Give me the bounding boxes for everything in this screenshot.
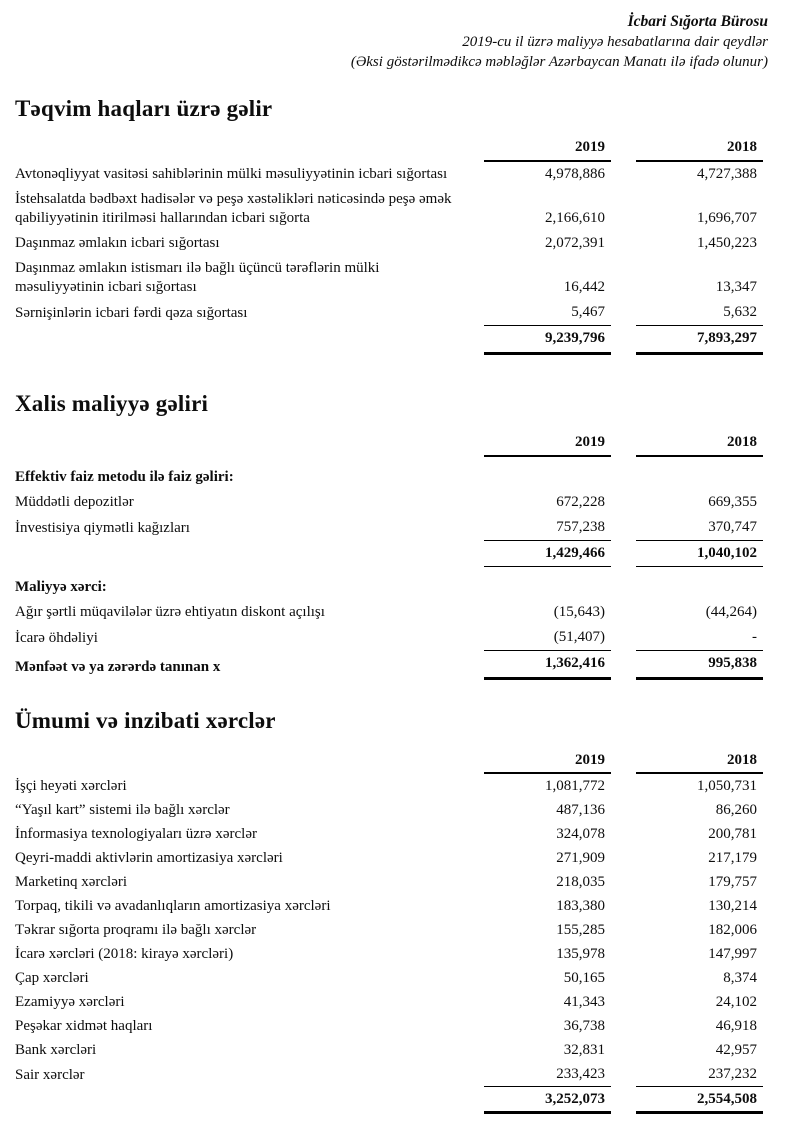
- column-header-2018: 2018: [636, 136, 763, 162]
- row-label: Torpaq, tikili və avadanlıqların amortizasiya xərcləri: [15, 897, 331, 914]
- table-row: [15, 918, 763, 942]
- row-value-2019: 3,252,073: [484, 1087, 611, 1114]
- row-label: İnformasiya texnologiyaları üzrə xərclər: [15, 825, 257, 842]
- row-label: [15, 561, 484, 567]
- row-label: Avtonəqliyyat vasitəsi sahiblərinin mülki məsuliyyətinin icbari sığortası: [15, 166, 448, 182]
- table-row: [15, 1087, 763, 1114]
- row-value-2019: 271,909: [556, 849, 605, 866]
- row-value-2018: 179,757: [708, 873, 757, 890]
- row-value-2019: 183,380: [556, 897, 605, 914]
- row-value-2019: 233,423: [484, 1062, 611, 1087]
- table-row: [15, 966, 763, 990]
- table-row: [15, 625, 763, 651]
- row-value-2018: 1,696,707: [697, 210, 757, 226]
- table-row: [15, 894, 763, 918]
- row-label: Sərnişinlərin icbari fərdi qəza sığortası: [15, 305, 248, 321]
- table-row: [15, 490, 763, 515]
- row-label: Çap xərcləri: [15, 969, 89, 986]
- section-title: Xalis maliyyə gəliri: [15, 391, 209, 416]
- row-value-2019: 36,738: [563, 1017, 605, 1034]
- row-label: İnvestisiya qiymətli kağızları: [15, 520, 190, 536]
- financial-section: [15, 96, 763, 355]
- company-name: İcbari Sığorta Bürosu: [627, 13, 768, 30]
- row-value-2018: 147,997: [708, 945, 757, 962]
- table-row: [15, 990, 763, 1014]
- table-row: [15, 651, 763, 680]
- table-row: [15, 942, 763, 966]
- data-table: [15, 748, 763, 1114]
- row-value-2019: 757,238: [484, 515, 611, 541]
- row-value-2019: 4,978,886: [545, 166, 605, 182]
- data-table: [15, 136, 763, 355]
- row-value-2018: 130,214: [708, 897, 757, 914]
- row-label: Effektiv faiz metodu ilə faiz gəliri:: [15, 469, 234, 485]
- report-subtitle: 2019-cu il üzrə maliyyə hesabatlarına dair qeydlər: [462, 34, 768, 50]
- row-label: İşçi heyəti xərcləri: [15, 777, 127, 794]
- row-value-2019: 135,978: [556, 945, 605, 962]
- header-label-spacer: [15, 451, 484, 457]
- row-label: “Yaşıl kart” sistemi ilə bağlı xərclər: [15, 801, 230, 818]
- currency-note: (Əksi göstərilmədikcə məbləğlər Azərbaycan Manatı ilə ifadə olunur): [350, 54, 768, 70]
- table-row: [15, 465, 763, 490]
- row-label: İcarə öhdəliyi: [15, 630, 98, 646]
- table-header-row: [15, 136, 763, 162]
- table-row: [15, 600, 763, 625]
- row-value-2019: 1,362,416: [484, 651, 611, 680]
- row-value-2018: 8,374: [723, 969, 757, 986]
- row-value-2018: 13,347: [715, 279, 757, 295]
- table-row: [15, 1038, 763, 1062]
- row-label: Təkrar sığorta proqramı ilə bağlı xərclər: [15, 921, 257, 938]
- row-value-2019: 41,343: [563, 993, 605, 1010]
- row-value-2018: (44,264): [705, 604, 757, 620]
- table-row: [15, 798, 763, 822]
- column-header-2018: 2018: [636, 431, 763, 457]
- row-value-2019: 2,072,391: [545, 235, 605, 251]
- section-title: Ümumi və inzibati xərclər: [15, 708, 276, 733]
- row-value-2019: (15,643): [553, 604, 605, 620]
- row-value-2019: 5,467: [484, 300, 611, 326]
- row-value-2018: 669,355: [708, 494, 757, 510]
- table-row: [15, 256, 763, 300]
- row-value-2019: 1,429,466: [484, 541, 611, 567]
- table-row: [15, 870, 763, 894]
- column-header-2019: 2019: [484, 748, 611, 774]
- row-value-2018: 86,260: [715, 801, 757, 818]
- column-header-2019: 2019: [484, 136, 611, 162]
- table-row: [15, 326, 763, 355]
- row-label: Müddətli depozitlər: [15, 494, 134, 510]
- row-value-2019: 16,442: [563, 279, 605, 295]
- row-label: Ezamiyyə xərcləri: [15, 993, 125, 1010]
- row-label: Marketinq xərcləri: [15, 873, 128, 890]
- document-header: [0, 12, 800, 72]
- table-row: [15, 575, 763, 600]
- row-label: İstehsalatda bədbəxt hadisələr və peşə xəstəlikləri nəticəsində peşə əmək qabiliyyətinin itirilməsi hallarından icbari sığorta: [15, 191, 452, 226]
- table-row: [15, 162, 763, 187]
- section-title: Təqvim haqları üzrə gəlir: [15, 96, 273, 121]
- row-value-2019: 218,035: [556, 873, 605, 890]
- row-label: [15, 349, 484, 355]
- row-value-2018: 1,040,102: [636, 541, 763, 567]
- row-value-2019: 1,081,772: [545, 777, 605, 794]
- row-value-2018: 182,006: [708, 921, 757, 938]
- row-label: Qeyri-maddi aktivlərin amortizasiya xərcləri: [15, 849, 283, 866]
- table-row: [15, 300, 763, 326]
- table-row: [15, 846, 763, 870]
- row-label: İcarə xərcləri (2018: kirayə xərcləri): [15, 945, 234, 962]
- data-table: [15, 431, 763, 680]
- row-label: Mənfəət və ya zərərdə tanınan x: [15, 659, 221, 675]
- row-value-2018: 995,838: [636, 651, 763, 680]
- row-value-2018: 46,918: [715, 1017, 757, 1034]
- row-label: [15, 1109, 484, 1114]
- row-value-2018: 5,632: [636, 300, 763, 326]
- financial-section: [15, 391, 763, 680]
- table-row: [15, 515, 763, 541]
- row-value-2019: 672,228: [556, 494, 605, 510]
- row-value-2018: 4,727,388: [697, 166, 757, 182]
- row-value-2019: 32,831: [563, 1041, 605, 1058]
- row-value-2018: 217,179: [708, 849, 757, 866]
- row-label: Ağır şərtli müqavilələr üzrə ehtiyatın diskont açılışı: [15, 604, 325, 620]
- row-value-2019: 2,166,610: [545, 210, 605, 226]
- row-label: Maliyyə xərci:: [15, 579, 107, 595]
- sections-container: [15, 96, 763, 1114]
- column-header-2018: 2018: [636, 748, 763, 774]
- row-value-2018: -: [636, 625, 763, 651]
- row-value-2019: 155,285: [556, 921, 605, 938]
- row-value-2018: 200,781: [708, 825, 757, 842]
- table-row: [15, 541, 763, 567]
- row-label: Peşəkar xidmət haqları: [15, 1017, 153, 1034]
- row-value-2018: 237,232: [636, 1062, 763, 1087]
- table-row: [15, 1014, 763, 1038]
- row-value-2019: 50,165: [563, 969, 605, 986]
- row-value-2018: 370,747: [636, 515, 763, 541]
- table-header-row: [15, 431, 763, 457]
- table-header-row: [15, 748, 763, 774]
- table-row: [15, 231, 763, 256]
- row-value-2018: 7,893,297: [636, 326, 763, 355]
- row-label: Daşınmaz əmlakın istismarı ilə bağlı üçüncü tərəflərin mülki məsuliyyətinin icbari sığortası: [15, 260, 380, 295]
- table-row: [15, 822, 763, 846]
- row-value-2019: 324,078: [556, 825, 605, 842]
- table-row: [15, 774, 763, 798]
- column-header-2019: 2019: [484, 431, 611, 457]
- row-label: Bank xərcləri: [15, 1041, 97, 1058]
- row-value-2018: 2,554,508: [636, 1087, 763, 1114]
- row-label: Sair xərclər: [15, 1066, 85, 1083]
- row-value-2018: 1,450,223: [697, 235, 757, 251]
- row-value-2019: 9,239,796: [484, 326, 611, 355]
- row-value-2019: 487,136: [556, 801, 605, 818]
- table-row: [15, 187, 763, 231]
- table-row: [15, 1062, 763, 1087]
- row-label: Daşınmaz əmlakın icbari sığortası: [15, 235, 220, 251]
- row-value-2018: 42,957: [715, 1041, 757, 1058]
- row-value-2019: (51,407): [484, 625, 611, 651]
- row-value-2018: 24,102: [715, 993, 757, 1010]
- row-value-2018: 1,050,731: [697, 777, 757, 794]
- financial-section: [15, 708, 763, 1114]
